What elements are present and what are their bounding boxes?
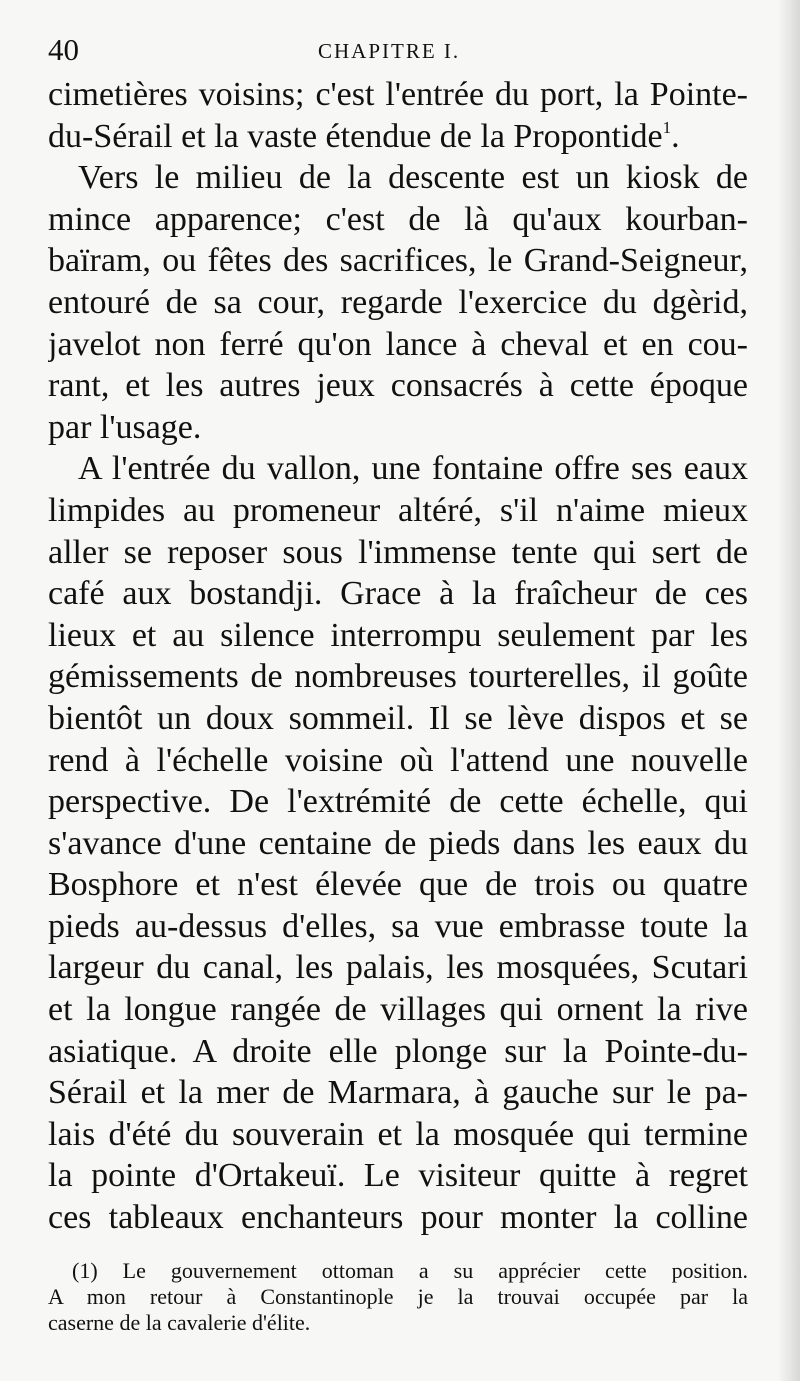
text-line: Sérail et la mer de Marmara, à gauche sur le pa- xyxy=(48,1074,748,1112)
text-line: bientôt un doux sommeil. Il se lève dispos et se xyxy=(48,699,748,737)
text-line: largeur du canal, les palais, les mosquées, Scutari xyxy=(48,949,748,987)
page-header xyxy=(48,30,748,70)
text-line: asiatique. A droite elle plonge sur la Pointe-du- xyxy=(48,1032,748,1070)
text-line: gémissements de nombreuses tourterelles, il goûte xyxy=(48,658,748,696)
footnote-line: A mon retour à Constantinople je la trouvai occupée par la xyxy=(48,1284,748,1309)
page-number: 40 xyxy=(48,32,79,67)
text-line: ces tableaux enchanteurs pour monter la colline xyxy=(48,1199,748,1237)
text-line: s'avance d'une centaine de pieds dans les eaux du xyxy=(48,824,748,862)
scan-page-edge-shadow xyxy=(778,0,800,1381)
text-line: pieds au-dessus d'elles, sa vue embrasse toute la xyxy=(48,907,748,945)
text-line: limpides au promeneur altéré, s'il n'aime mieux xyxy=(48,491,748,529)
text-line: aller se reposer sous l'immense tente qui sert de xyxy=(48,533,748,571)
footnote xyxy=(48,1258,748,1336)
text-line: rend à l'échelle voisine où l'attend une nouvelle xyxy=(48,741,748,779)
text-line xyxy=(48,116,748,158)
text-line: et la longue rangée de villages qui ornent la rive xyxy=(48,991,748,1029)
text-line-tail: . xyxy=(671,117,680,155)
paragraph-first-line: A l'entrée du vallon, une fontaine offre ses eaux xyxy=(78,450,748,488)
text-line: baïram, ou fêtes des sacrifices, le Grand-Seigneur, xyxy=(48,242,748,280)
text-line: lais d'été du souverain et la mosquée qui termine xyxy=(48,1115,748,1153)
text-line: Bosphore et n'est élevée que de trois ou quatre xyxy=(48,866,748,904)
running-head: CHAPITRE I. xyxy=(318,39,461,63)
footnote-reference: 1 xyxy=(662,117,672,137)
text-line: lieux et au silence interrompu seulement par les xyxy=(48,616,748,654)
text-line: cimetières voisins; c'est l'entrée du port, la Pointe- xyxy=(48,76,748,113)
footnote-line: (1) Le gouvernement ottoman a su apprécier cette position. xyxy=(72,1258,748,1283)
text-line: entouré de sa cour, regarde l'exercice du dgèrid, xyxy=(48,283,748,321)
text-line: la pointe d'Ortakeuï. Le visiteur quitte à regret xyxy=(48,1157,748,1195)
text-line: par l'usage. xyxy=(48,408,202,446)
text-line: mince apparence; c'est de là qu'aux kourban- xyxy=(48,200,748,238)
footnote-line: caserne de la cavalerie d'élite. xyxy=(48,1310,311,1335)
text-line: javelot non ferré qu'on lance à cheval et en cou- xyxy=(48,325,748,363)
text-line: perspective. De l'extrémité de cette échelle, qui xyxy=(48,783,748,821)
body-text xyxy=(48,74,748,1239)
paragraph-first-line: Vers le milieu de la descente est un kiosk de xyxy=(78,159,748,197)
text-line-content: du-Sérail et la vaste étendue de la Propontide xyxy=(48,117,663,155)
text-line: café aux bostandji. Grace à la fraîcheur de ces xyxy=(48,575,748,613)
text-line: rant, et les autres jeux consacrés à cette époque xyxy=(48,367,748,405)
